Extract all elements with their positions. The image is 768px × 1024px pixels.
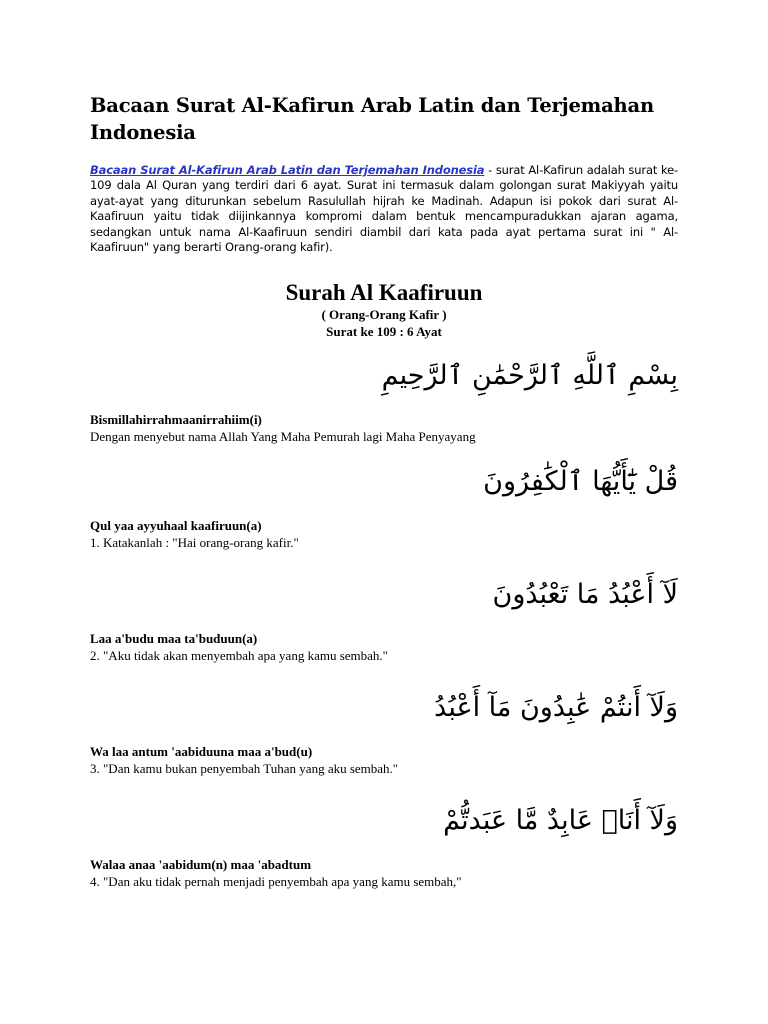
intro-title-link[interactable]: Bacaan Surat Al-Kafirun Arab Latin dan Terjemahan Indonesia <box>90 163 485 177</box>
verse-translation: Dengan menyebut nama Allah Yang Maha Pemurah lagi Maha Penyayang <box>90 429 476 445</box>
verse-arabic: وَلَآ أَنَا۠ عَابِدٌ مَّا عَبَدتُّمْ <box>443 805 678 837</box>
surah-subtitle: ( Orang-Orang Kafir ) <box>321 307 447 323</box>
verse-translation: 3. "Dan kamu bukan penyembah Tuhan yang aku sembah." <box>90 761 399 777</box>
verse-translation: 4. "Dan aku tidak pernah menjadi penyembah apa yang kamu sembah," <box>90 874 462 890</box>
verse-latin: Wa laa antum 'aabiduuna maa a'bud(u) <box>90 744 313 760</box>
verse-arabic: قُلْ يَٰٓأَيُّهَا ٱلْكَٰفِرُونَ <box>483 466 678 498</box>
verse-block <box>90 462 678 551</box>
document-page <box>90 92 678 890</box>
verse-block <box>90 575 678 664</box>
verse-translation: 2. "Aku tidak akan menyembah apa yang kamu sembah." <box>90 648 388 664</box>
surah-header <box>90 280 678 340</box>
verse-block <box>90 688 678 777</box>
verse-arabic: لَآ أَعْبُدُ مَا تَعْبُدُونَ <box>492 579 678 611</box>
verse-arabic: وَلَآ أَنتُمْ عَٰبِدُونَ مَآ أَعْبُدُ <box>434 692 678 724</box>
verse-latin: Bismillahirrahmaanirrahiim(i) <box>90 412 262 428</box>
page-title: Bacaan Surat Al-Kafirun Arab Latin dan Terjemahan Indonesia <box>90 94 654 144</box>
verse-block <box>90 356 678 445</box>
surah-info: Surat ke 109 : 6 Ayat <box>326 324 442 340</box>
verse-arabic: بِسْمِ ٱللَّهِ ٱلرَّحْمَٰنِ ٱلرَّحِيمِ <box>381 360 678 392</box>
verse-latin: Laa a'budu maa ta'buduun(a) <box>90 631 258 647</box>
verse-latin: Qul yaa ayyuhaal kaafiruun(a) <box>90 518 262 534</box>
surah-title: Surah Al Kaafiruun <box>285 280 483 306</box>
verse-latin: Walaa anaa 'aabidum(n) maa 'abadtum <box>90 857 312 873</box>
verse-translation: 1. Katakanlah : "Hai orang-orang kafir." <box>90 535 299 551</box>
intro-paragraph <box>90 163 678 255</box>
verse-block <box>90 801 678 890</box>
intro-text: - surat Al-Kafirun adalah surat ke-109 dala Al Quran yang terdiri dari 6 ayat. Surat ini termasuk dalam golongan surat Makiyyah yaitu ayat-ayat yang diturunkan sebelum Rasulullah hijrah ke Madinah. Adapun isi pokok dari surat Al-Kaafiruun yaitu tidak diijinkannya kompromi dalam bentuk mencampuradukkan ajaran agama, sedangkan untuk nama Al-Kaafiruun sendiri diambil dari kata pada ayat pertama surat ini " Al-Kaafiruun" yang berarti Orang-orang kafir). <box>90 163 678 255</box>
